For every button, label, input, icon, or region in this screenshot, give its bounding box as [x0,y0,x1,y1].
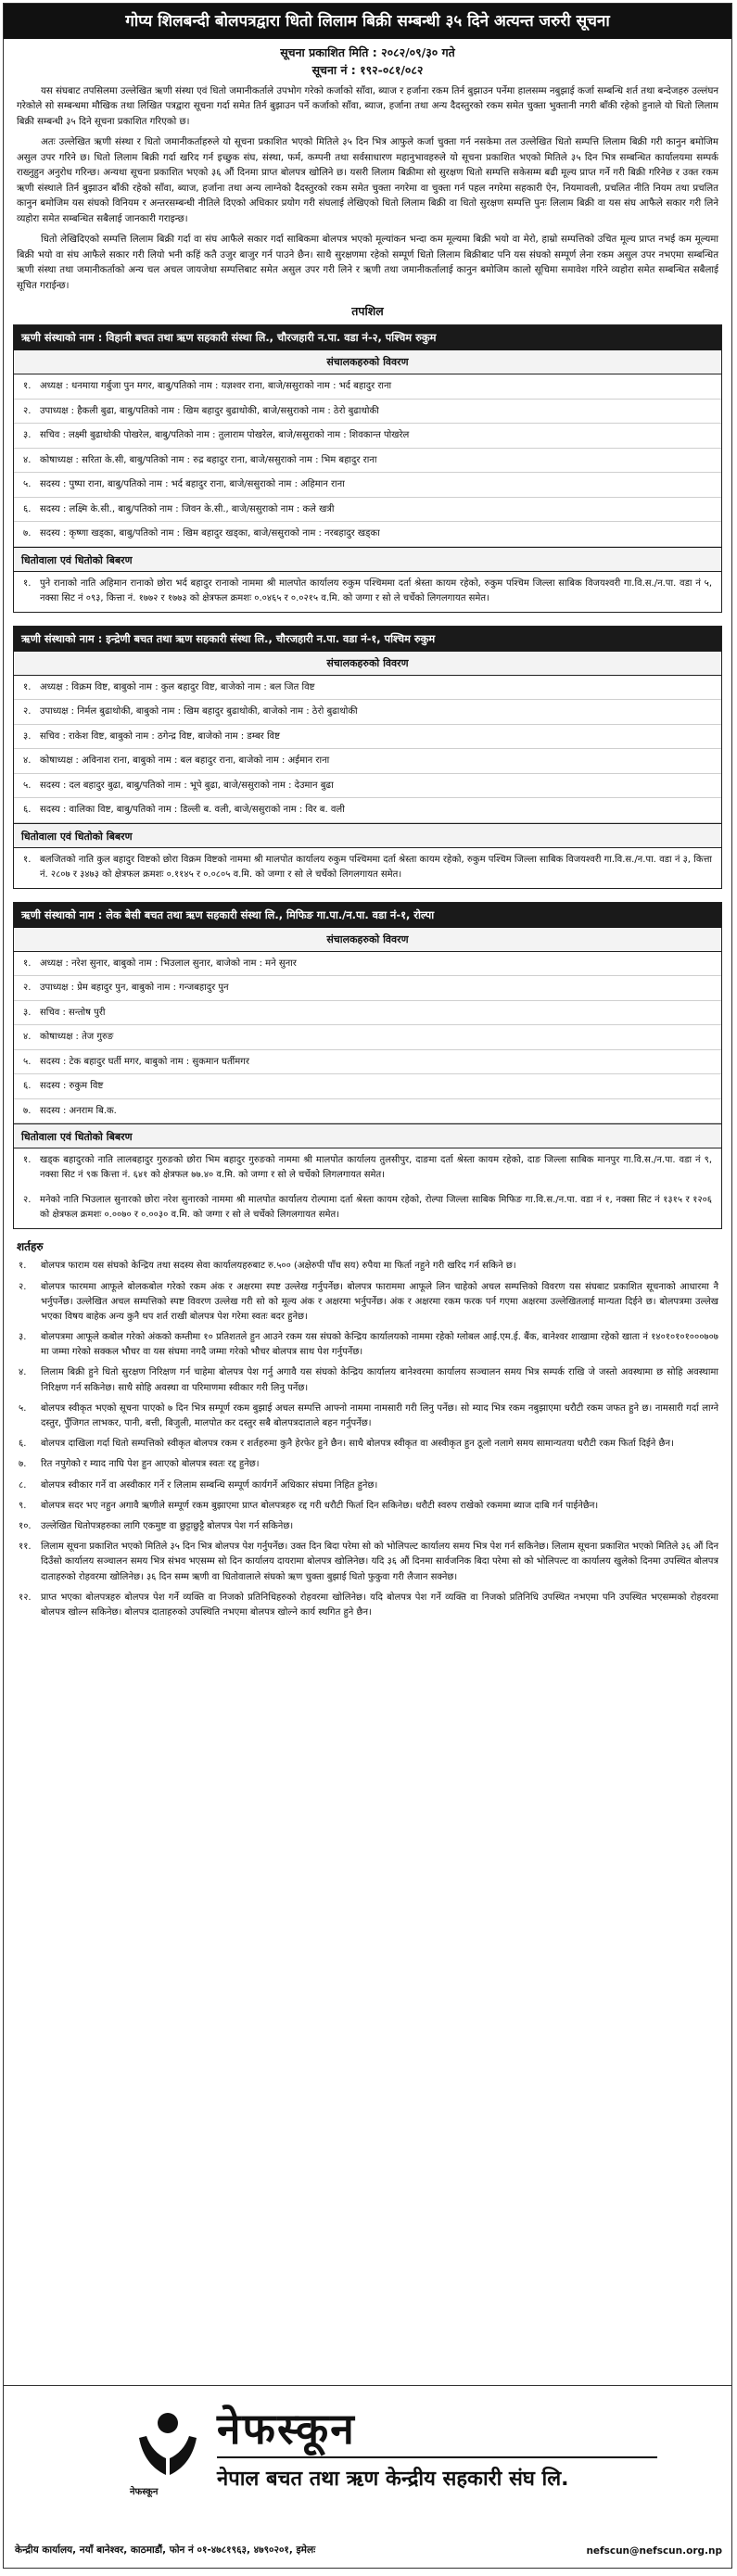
borrower-name: ऋणी संस्थाको नाम : इन्द्रेणी बचत तथा ऋण सहकारी संस्था लि., चौरजहारी न.पा. वडा नं-१, पश्चिम रुकुम [14,627,721,652]
term-item: ६. बोलपत्र दाखिला गर्दा धितो सम्पत्तिको स्वीकृत बोलपत्र रकम र शर्तहरुमा कुनै हेरफेर हुने छैन। साथै बोलपत्र स्वीकृत वा अस्वीकृत हुन ठूलो नलागे समय सामान्यतया धरौटी रकम फिर्ता दिईने छैन। [19,1439,674,1450]
terms-title: शर्तहरु [17,1240,44,1254]
collateral-heading: धितोवाला एवं धितोको बिबरण [14,547,721,572]
term-item: ७. रित नपुगेको र म्याद नाघि पेश हुन आएको बोलपत्र स्वतः रद्द हुनेछ। [19,1459,260,1470]
member-row: ३. सचिव : सन्तोष पुरी [14,1001,721,1026]
member-row: ३. सचिव : लक्ष्मी बुढाथोकी पोखरेल, बाबु/पतिको नाम : तुलाराम पोखरेल, बाजे/ससुराको नाम : शिवकान्त पोखरेल [14,424,721,449]
member-row: ४. कोषाध्यक्ष : सरिता के.सी, बाबु/पतिको नाम : रुद्र बहादुर राना, बाजे/ससुराको नाम : भिम बहादुर राना [14,449,721,474]
office-address: केन्द्रीय कार्यालय, नयाँ बानेश्वर, काठमाडौं, फोन नं ०१-४७८१९६३, ४७९०२०१, इमेलः [15,2544,316,2556]
member-row: २. उपाध्यक्ष : हैकली बुढा, बाबु/पतिको नाम : खिम बहादुर बुढाथोकी, बाजे/ससुराको नाम : ठेरो बुढाथोकी [14,400,721,425]
member-row: ७. सदस्य : अनराम बि.क. [14,1099,721,1124]
notice-meta [4,44,731,78]
intro-paragraph: यस संघबाट तपसिलमा उल्लेखित ऋणी संस्था एवं धितो जमानीकर्ताले उपभोग गरेको कर्जाको साँवा, ब्याज र हर्जाना रकम तिर्न बुझाउन पर्नेमा हालसम्म नबुझाई कर्जा सम्बन्धि शर्त तथा बन्देजहरु उल्लंघन गरेकोले सो सम्बन्धमा मौखिक तथा लिखित पत्रद्वारा सूचना गर्दा समेत तिर्न बुझाउन पर्ने कर्जाको साँवा, ब्याज, हर्जाना तथा अन्य दैदस्तुरको रकम समेत चुक्ता भुक्तानी नगरी बाँकी रहेको हुनाले यो धितो लिलाम बिक्री सम्बन्धी ३५ दिने सूचना प्रकाशित गरिएको छ। [17,85,718,127]
collateral-heading: धितोवाला एवं धितोको बिबरण [14,1123,721,1148]
collateral-heading: धितोवाला एवं धितोको बिबरण [14,823,721,848]
term-item: ९. बोलपत्र सदर भए नहुन अगावै ऋणीले सम्पूर्ण रकम बुझाएमा प्राप्त बोलपत्रहरु रद्द गरी धरौटी फिर्ता दिन सकिनेछ। धरौटी स्वरुप राखेको रकममा ब्याज दाबि गर्न पाईनेछैन। [19,1500,599,1511]
collateral-row: १. खड्क बहादुरको नाति लालबहादुर गुरुङको छोरा भिम बहादुर गुरुङको नाममा श्री मालपोत कार्यालय तुलसीपुर, दाङमा दर्ता श्रेस्ता कायम रहेको, दाङ जिल्ला साबिक मानपुर गा.वि.स./न.पा. वडा नं ९, नक्सा सिट नं ९क कित्ता नं. ६४१ को क्षेत्रफल ७७.४० व.मि. को जग्गा र सो ले चर्चेको लिगलगायत समेत। [23,1155,712,1181]
member-row: ५. सदस्य : पुष्पा राना, बाबु/पतिको नाम : भर्द बहादुर राना, बाजे/ससुराको नाम : अहिमान राना [14,473,721,498]
borrower-box [13,902,722,1230]
management-heading: संचालकहरुको विवरण [14,928,721,952]
term-item: ३. बोलपत्रमा आफूले कबोल गरेको अंकको कम्तीमा १० प्रतिशतले हुन आउने रकम यस संघको केन्द्रिय कार्यालयको नाममा रहेको ग्लोबल आई.एम.ई. बैंक, बानेश्वर शाखामा रहेको खाता नं १४०१०१०१०००७०७ मा जम्मा गरेको सक्कल भौचर वा यस संघमा नगदै जम्मा गरेको भौचर बोलपत्र साथ पेश गर्नुपर्नेछ। [19,1332,718,1358]
brand-divider [217,2456,657,2458]
intro-paragraph: धितो लेखिदिएको सम्पत्ति लिलाम बिक्री गर्दा वा संघ आफैले सकार गर्दा साबिकमा बोलपत्र भएको मूल्यांकन भन्दा कम मूल्यमा बिक्री भयो वा मेरो, हाम्रो सम्पत्तिको उचित मूल्य प्राप्त नभई कम मूल्यमा बिक्री भयो वा संघ आफैले सकार गरी लियो भनी कहिं कतै उजुर बाजुर गर्न पाउने छैन। साथै सुरक्षणमा रहेको सम्पूर्ण धितो लिलाम बिक्रीबाट पनि यस संघको सम्पूर्ण लेना रकम असुल उपर नभएमा सम्बन्धित ऋणी संस्था तथा जमानीकर्ताको अन्य चल अचल जायजेथा सम्पत्तिबाट समेत असुल उपर गरी लिने र ऋणी तथा जमानीकर्तालाई कानुन बमोजिम कालो सूचिमा समावेश गरिने व्यहोरा समेत सम्बन्धित सबैलाई सूचित गराईन्छ। [17,235,718,291]
term-item: १२. प्राप्त भएका बोलपत्रहरु बोलपत्र पेश गर्ने व्यक्ति वा निजको प्रतिनिधिहरुको रोहवरमा खोलिनेछ। यदि बोलपत्र पेश गर्ने व्यक्ति वा निजको प्रतिनिधि उपस्थित नभएमा पनि उपस्थित भएसम्मको रोहवरमा बोलपत्र खोल्न सकिनेछ। बोलपत्र दाताहरुको उपस्थिति नभएमा बोलपत्र खोल्ने कार्य स्थगित हुने छैन। [19,1592,718,1618]
term-item: ४. लिलाम बिक्री हुने धितो सुरक्षण निरिक्षण गर्न चाहेमा बोलपत्र पेश गर्नु अगावै यस संघको केन्द्रिय कार्यालय बानेश्वरमा कार्यालय सञ्चालन समय भित्र सम्पर्क राखि जे जस्तो अवस्थामा छ सोहि अवस्थामा निरिक्षण गर्न सकिनेछ। साथै सोहि अवस्था वा परिमाणमा स्वीकार गरी लिनु पर्नेछ। [19,1367,718,1393]
member-row: ४. कोषाध्यक्ष : तेज गुरुङ [14,1025,721,1050]
brand-name: नेफस्कून [217,2404,356,2454]
borrower-box [13,626,722,889]
member-row: ७. सदस्य : कृष्णा खड्का, बाबु/पतिको नाम : खिम बहादुर खड्का, बाजे/ससुराको नाम : नरबहादुर खड्का [14,522,721,547]
management-heading: संचालकहरुको विवरण [14,652,721,676]
notice-page [3,3,732,2569]
collateral-row: २. मनेको नाति भिउलाल सुनारको छोरा नरेश सुनारको नाममा श्री मालपोत कार्यालय रोल्पामा दर्ता श्रेस्ता कायम रहेको, रोल्पा जिल्ला साबिक मिफिङ गा.वि.स./न.पा. वडा नं १, नक्सा सिट नं १३१५ र १२०६ को क्षेत्रफल क्रमशः ०.००७० र ०.००३० व.मि. को जग्गा र सो ले चर्चेको लिगलगायत समेत। [23,1195,712,1221]
borrower-box [13,324,722,613]
brand [4,2399,731,2510]
collateral-row: १. पुने रानाको नाति अहिमान रानाको छोरा भर्द बहादुर रानाको नाममा श्री मालपोत कार्यालय रुकुम पश्चिममा दर्ता श्रेस्ता कायम रहेको, रुकुम पश्चिम जिल्ला साबिक विजयश्वरी गा.वि.स./न.पा. वडा नं ५, नक्सा सिट नं ०९३, कित्ता नं. १७७२ र १७७३ को क्षेत्रफल क्रमशः ०.०४६५ र ०.०२१५ व.मि. को जग्गा र सो ले चर्चेको लिगलगायत समेत। [23,577,712,603]
intro-paragraph: अतः उल्लेखित ऋणी संस्था र धितो जमानीकर्ताहरुले यो सूचना प्रकाशित भएको मितिले ३५ दिन भित्र आफुले कर्जा चुक्ता गर्न नसकेमा तल उल्लेखित धितो सम्पत्ति लिलाम बिक्री गरी कानुन बमोजिम असुल उपर गरिने छ। धितो लिलाम बिक्री गर्दा खरिद गर्न इच्छुक संघ, संस्था, फर्म, कम्पनी तथा सर्वसाधारण महानुभावहरुले यो सूचना प्रकाशित भएको मितिले ३५ दिन भित्र सम्बन्धित कार्यालयमा सम्पर्क राख्नुहुन अनुरोध गरिन्छ। अन्यथा सूचना प्रकाशित भएको ३६ औं दिनमा प्राप्त बोलपत्र खोलिने छ। यसरी लिलाम बिक्रीमा सो सुरक्षण धितो सम्पत्ति सकेसम्म बढी मूल्य प्राप्त गर्ने गरी बिक्री गरिनेछ र उक्त रकम ऋणी संस्थाले तिर्न बुझाउन बाँकी रहेको साँवा, ब्याज, हर्जाना तथा अन्य लाग्नेको दैदस्तुरको रकम समेत चुक्ता नगरेमा वा चुक्ता गर्न पहल नगरेमा सहकारी ऐन, नियमावली, प्रचलित नीति नियम तथा प्रचलित कानुन बमोजिम यस संघको विनियम र अन्तरसम्बन्धी नीतिले दिएको अधिकार प्रयोग गरी संघलाई लेखिएको धितो लिलाम बिक्री वा धितो सुरक्षण सम्पत्ति पुनः लिलाम बिक्री वा यस संघ आफैले सकार गरी लिने व्यहोरा समेत सम्बन्धित सबैलाई जानकारी गराइन्छ। [17,137,718,224]
details-title: तपशिल [351,304,384,319]
member-row: ५. सदस्य : दल बहादुर बुढा, बाबु/पतिको नाम : भूपे बुढा, बाजे/ससुराको नाम : देउमान बुढा [14,774,721,799]
term-item: ५. बोलपत्र स्वीकृत भएको सूचना पाएको ७ दिन भित्र सम्पूर्ण रकम बुझाई अचल सम्पत्ति आफ्नो नाममा नामसारी गरी लिनु पर्नेछ। सो म्याद भित्र रकम नबुझाएमा धरौटी रकम जफत हुने छ। नामसारी गर्दा लाग्ने दस्तुर, पुँजिगत लाभकर, पानी, बत्ती, बिजुली, मालपोत कर दस्तुर सबै बोलपत्रदाताले बहन गर्नुपर्नेछ। [19,1402,718,1429]
notice-number: सूचना नं : १९२-०८१/०८२ [311,62,424,77]
term-item: १०. उल्लेखित धितोपत्रहरुका लागि एकमुष्ट वा छुट्टाछुट्टै बोलपत्र पेश गर्न सकिनेछ। [19,1520,294,1531]
member-row: ६. सदस्य : लक्ष्मि के.सी., बाबु/पतिको नाम : जिवन के.सी., बाजे/ससुराको नाम : कले खत्री [14,498,721,523]
management-heading: संचालकहरुको विवरण [14,350,721,374]
term-item: ८. बोलपत्र स्वीकार गर्ने वा अस्वीकार गर्ने र लिलाम सम्बन्धि सम्पूर्ण कार्यगर्ने अधिकार संघमा निहित हुनेछ। [19,1479,378,1491]
intro-text [4,79,731,295]
notice-date: सूचना प्रकाशित मिति : २०८२/०९/३० गते [280,45,455,60]
member-row: ६. सदस्य : रुकुम विष्ट [14,1074,721,1099]
member-row: १. अध्यक्ष : धनमाया गर्बुजा पुन मगर, बाबु/पतिको नाम : यज्ञश्वर राना, बाजे/ससुराको नाम : भर्द बहादुर राना [14,374,721,400]
logo-caption: नेफस्कून [130,2487,159,2497]
member-row: ३. सचिव : राकेश विष्ट, बाबुको नाम : ठगेन्द्र विष्ट, बाजेको नाम : डम्बर विष्ट [14,725,721,750]
footer [4,2385,731,2568]
term-item: २. बोलपत्र फारममा आफूले बोलकबोल गरेको रकम अंक र अक्षरमा स्पष्ट उल्लेख गर्नुपर्नेछ। बोलपत्र फाराममा आफूले लिन चाहेको अचल सम्पत्तिको विवरण यस संघबाट प्रकाशित सूचनाको आधारमा नै भर्नुपर्नेछ। उल्लेखित अचल सम्पत्तिको स्पष्ट विवरण उल्लेख गरी सो को मूल्य अंक र अक्षरमा भर्नुपर्नेछ। अंक र अक्षरमा रकम फरक पर्न गएमा अक्षरमा उल्लेखितलाई मान्यता दिईने छ। बोलपत्रमा उल्लेख भएका विषय बाहेक अन्य कुनै थप शर्त राखी बोलपत्र पेश गरेमा स्वतः बदर हुनेछ। [19,1281,718,1322]
term-item: ११. लिलाम सूचना प्रकाशित भएको मितिले ३५ दिन भित्र बोलपत्र पेश गर्नुपर्नेछ। उक्त दिन बिदा परेमा सो को भोलिपल्ट कार्यालय समय भित्र पेश गर्न सकिनेछ। लिलाम सूचना प्रकाशित भएको मितिले ३६ औं दिन दिउँसो कार्यालय सञ्चालन समय भित्र संभव भएसम्म सो दिन कार्यालय दायरामा बोलपत्र खोलिनेछ। यदि ३६ औं दिनमा सार्वजनिक बिदा परेमा सो को भोलिपल्ट वा कार्यालय खुलेको दिनमा उपस्थित बोलपत्र दाताहरुको रोहवरमा खोलिनेछ। ३६ दिन सम्म ऋणी वा धितोवालाले संघको ऋण चुक्ता बुझाई धितो फुकुवा गरी लैजान सक्नेछ। [19,1542,718,1582]
member-row: २. उपाध्यक्ष : प्रेम बहादुर पुन, बाबुको नाम : गन्जबहादुर पुन [14,976,721,1001]
brand-full-name: नेपाल बचत तथा ऋण केन्द्रीय सहकारी संघ लि. [217,2468,569,2491]
email-link[interactable]: nefscun@nefscun.org.np [586,2545,722,2557]
borrower-name: ऋणी संस्थाको नाम : विहानी बचत तथा ऋण सहकारी संस्था लि., चौरजहारी न.पा. वडा नं-२, पश्चिम रुकुम [14,325,721,350]
member-row: २. उपाध्यक्ष : निर्मल बुढाथोकी, बाबुको नाम : खिम बहादुर बुढाथोकी, बाजेको नाम : ठेरो बुढाथोकी [14,700,721,725]
notice-title: गोप्य शिलबन्दी बोलपत्रद्वारा धितो लिलाम बिक्री सम्बन्धी ३५ दिने अत्यन्त जरुरी सूचना [4,4,731,39]
collateral-row: १. बलजितको नाति कुल बहादुर विष्टको छोरा विक्रम विष्टको नाममा श्री मालपोत कार्यालय रुकुम पश्चिममा दर्ता श्रेस्ता कायम रहेको, रुकुम पश्चिम जिल्ला साबिक विजयश्वरी गा.वि.स./न.पा. वडा नं ३, कित्ता नं. २८०७ र ३४७३ को क्षेत्रफल क्रमशः ०.११४५ र ०.०८०५ व.मि. को जग्गा र सो ले चर्चेको लिगलगायत समेत। [23,854,712,880]
member-row: ४. कोषाध्यक्ष : अविनाश राना, बाबुको नाम : बल बहादुर राना, बाजेको नाम : अईमान राना [14,749,721,774]
member-row: ६. सदस्य : वालिका विष्ट, बाबु/पतिको नाम : डिल्ली ब. वली, बाजे/ससुराको नाम : विर ब. वली [14,798,721,823]
member-row: ५. सदस्य : टेक बहादुर घर्ती मगर, बाबुको नाम : सुकमान घर्तीमगर [14,1050,721,1075]
borrower-name: ऋणी संस्थाको नाम : लेक बेसी बचत तथा ऋण सहकारी संस्था लि., मिफिङ गा.पा./न.पा. वडा नं-१, रोल्पा [14,903,721,928]
hands-logo-icon [135,2401,200,2481]
term-item: १. बोलपत्र फाराम यस संघको केन्द्रिय तथा सदस्य सेवा कार्यालयहरुबाट रु.५०० (अक्षेरुपी पाँच सय) रुपैया मा फिर्ता नहुने गरी खरिद गर्न सकिने छ। [19,1261,516,1272]
terms-section [4,1229,731,1623]
member-row: १. अध्यक्ष : विक्रम विष्ट, बाबुको नाम : कुल बहादुर विष्ट, बाजेको नाम : बल जित विष्ट [14,676,721,701]
member-row: १. अध्यक्ष : नरेश सुनार, बाबुको नाम : भिउलाल सुनार, बाजेको नाम : मने सुनार [14,952,721,977]
